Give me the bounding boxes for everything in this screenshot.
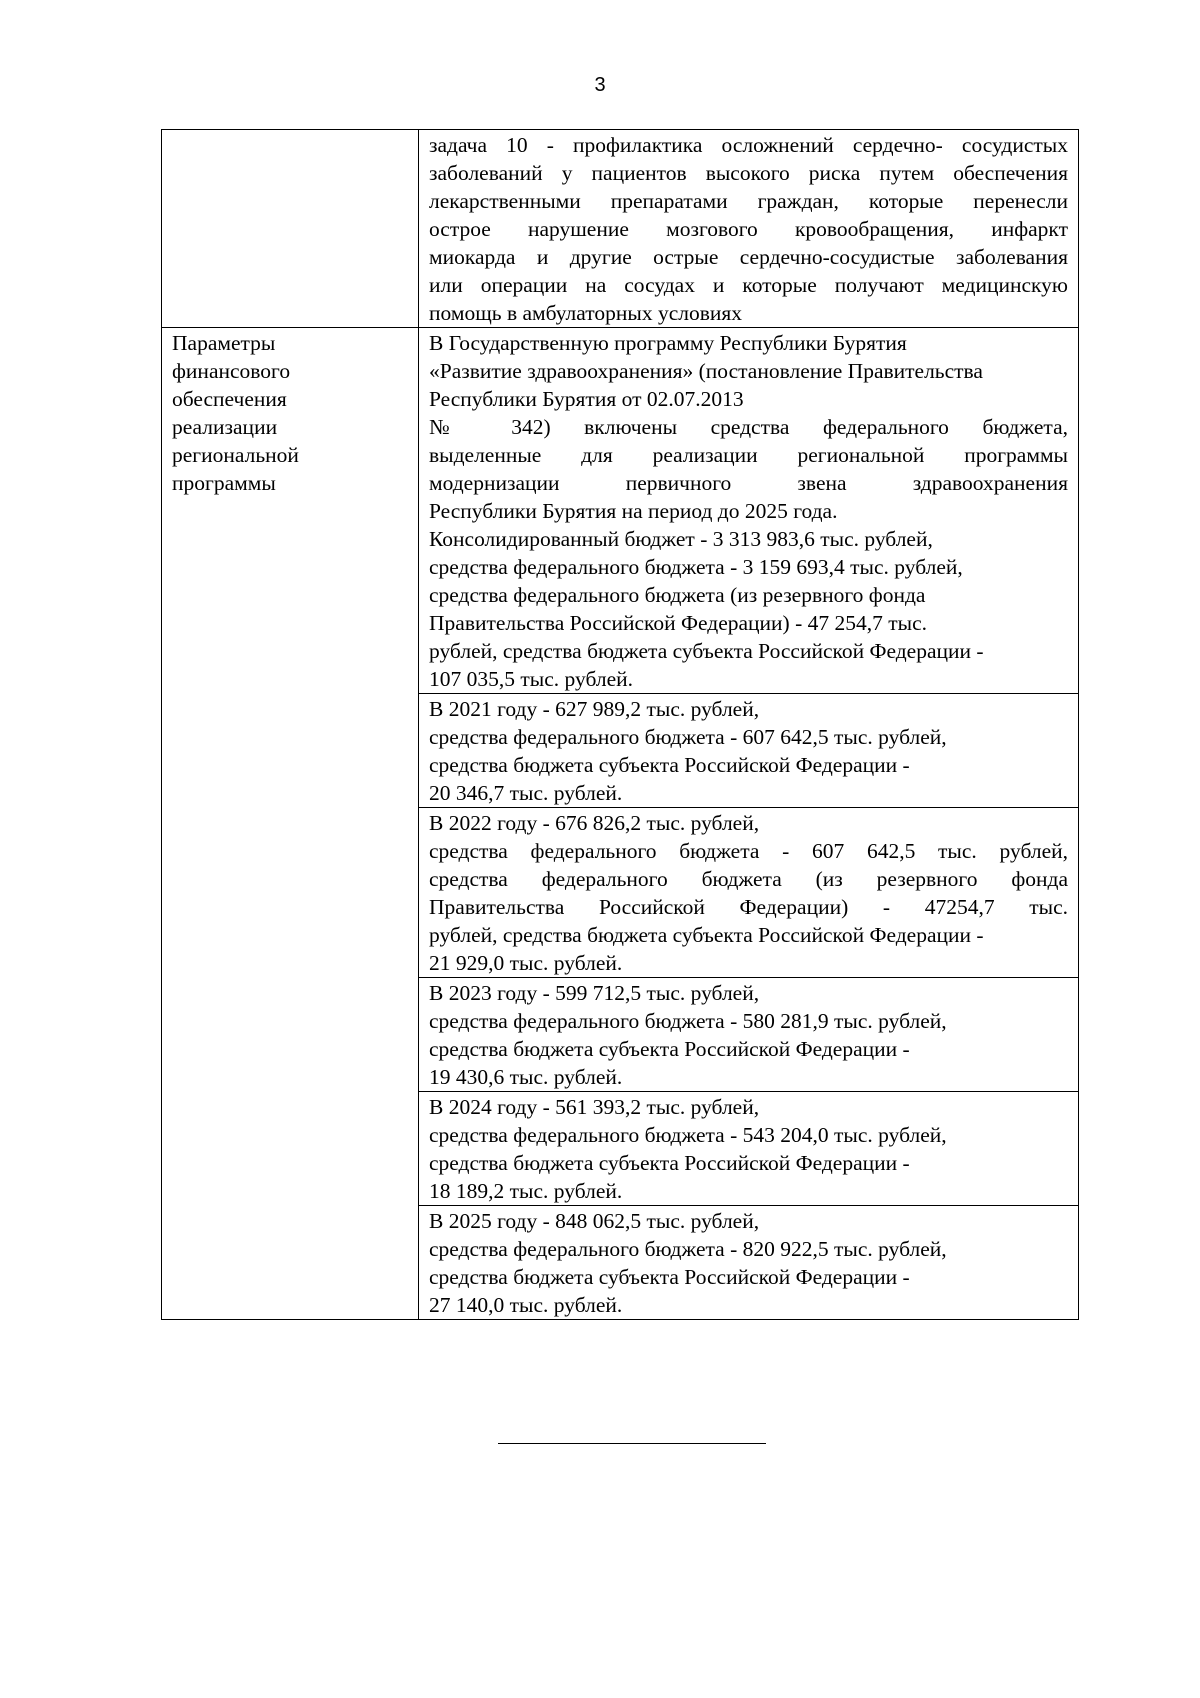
text-line: лекарственными препаратами граждан, которые перенесли <box>429 189 1068 213</box>
text-line: 19 430,6 тыс. рублей. <box>429 1065 623 1089</box>
text-line: 20 346,7 тыс. рублей. <box>429 781 623 805</box>
label-line: региональной <box>172 443 299 467</box>
label-line: финансового <box>172 359 291 383</box>
text-line: средства бюджета субъекта Российской Федерации - <box>429 1151 910 1175</box>
label-line: реализации <box>172 415 278 439</box>
financing-intro-cell <box>419 328 1079 694</box>
text-line: 21 929,0 тыс. рублей. <box>429 951 623 975</box>
year-2021-cell <box>419 694 1079 808</box>
text-line: острое нарушение мозгового кровообращения, инфаркт <box>429 217 1068 241</box>
text-line: средства федерального бюджета - 3 159 693,4 тыс. рублей, <box>429 555 963 579</box>
text-line: миокарда и другие острые сердечно-сосудистые заболевания <box>429 245 1068 269</box>
text-line: модернизации первичного звена здравоохранения <box>429 471 1068 495</box>
text-line: средства федерального бюджета - 580 281,9 тыс. рублей, <box>429 1009 947 1033</box>
text-line: задача 10 - профилактика осложнений сердечно- сосудистых <box>429 133 1068 157</box>
label-line: программы <box>172 471 276 495</box>
params-label-cell <box>162 328 419 1320</box>
empty-cell <box>162 130 419 328</box>
text-line: Правительства Российской Федерации) - 47 254,7 тыс. <box>429 611 927 635</box>
program-passport-table <box>161 129 1079 1320</box>
text-line: В 2023 году - 599 712,5 тыс. рублей, <box>429 981 760 1005</box>
text-line: В Государственную программу Республики Бурятия <box>429 331 907 355</box>
text-line: средства бюджета субъекта Российской Федерации - <box>429 1037 910 1061</box>
text-line: средства федерального бюджета - 607 642,5 тыс. рублей, <box>429 839 1068 863</box>
year-2024-cell <box>419 1092 1079 1206</box>
text-line: средства федерального бюджета - 543 204,0 тыс. рублей, <box>429 1123 947 1147</box>
text-line: рублей, средства бюджета субъекта Российской Федерации - <box>429 923 984 947</box>
text-line: заболеваний у пациентов высокого риска путем обеспечения <box>429 161 1068 185</box>
text-line: Республики Бурятия от 02.07.2013 <box>429 387 744 411</box>
label-line: Параметры <box>172 331 276 355</box>
text-line: 18 189,2 тыс. рублей. <box>429 1179 623 1203</box>
text-line: В 2024 году - 561 393,2 тыс. рублей, <box>429 1095 760 1119</box>
text-line: помощь в амбулаторных условиях <box>429 301 743 325</box>
text-line: Правительства Российской Федерации) - 47254,7 тыс. <box>429 895 1068 919</box>
page-number: 3 <box>594 74 606 96</box>
task10-cell <box>419 130 1079 328</box>
text-line: выделенные для реализации региональной программы <box>429 443 1068 467</box>
text-line: средства бюджета субъекта Российской Федерации - <box>429 1265 910 1289</box>
text-line: «Развитие здравоохранения» (постановление Правительства <box>429 359 983 383</box>
end-of-document-rule <box>498 1443 766 1444</box>
text-line: средства федерального бюджета (из резервного фонда <box>429 583 926 607</box>
text-line: В 2021 году - 627 989,2 тыс. рублей, <box>429 697 760 721</box>
text-line: 107 035,5 тыс. рублей. <box>429 667 633 691</box>
year-2023-cell <box>419 978 1079 1092</box>
year-2022-cell <box>419 808 1079 978</box>
label-line: обеспечения <box>172 387 287 411</box>
text-line: В 2025 году - 848 062,5 тыс. рублей, <box>429 1209 760 1233</box>
text-line: средства федерального бюджета - 820 922,5 тыс. рублей, <box>429 1237 947 1261</box>
text-line: 27 140,0 тыс. рублей. <box>429 1293 623 1317</box>
text-line: Консолидированный бюджет - 3 313 983,6 тыс. рублей, <box>429 527 933 551</box>
text-line: средства федерального бюджета (из резервного фонда <box>429 867 1068 891</box>
text-line: или операции на сосудах и которые получают медицинскую <box>429 273 1068 297</box>
text-line: рублей, средства бюджета субъекта Российской Федерации - <box>429 639 984 663</box>
year-2025-cell <box>419 1206 1079 1320</box>
text-line: В 2022 году - 676 826,2 тыс. рублей, <box>429 811 760 835</box>
text-line: средства бюджета субъекта Российской Федерации - <box>429 753 910 777</box>
table-row-financing-intro <box>162 328 1079 694</box>
text-line: Республики Бурятия на период до 2025 года. <box>429 499 838 523</box>
table-row-task10 <box>162 130 1079 328</box>
text-line: № 342) включены средства федерального бюджета, <box>429 415 1068 439</box>
text-line: средства федерального бюджета - 607 642,5 тыс. рублей, <box>429 725 947 749</box>
